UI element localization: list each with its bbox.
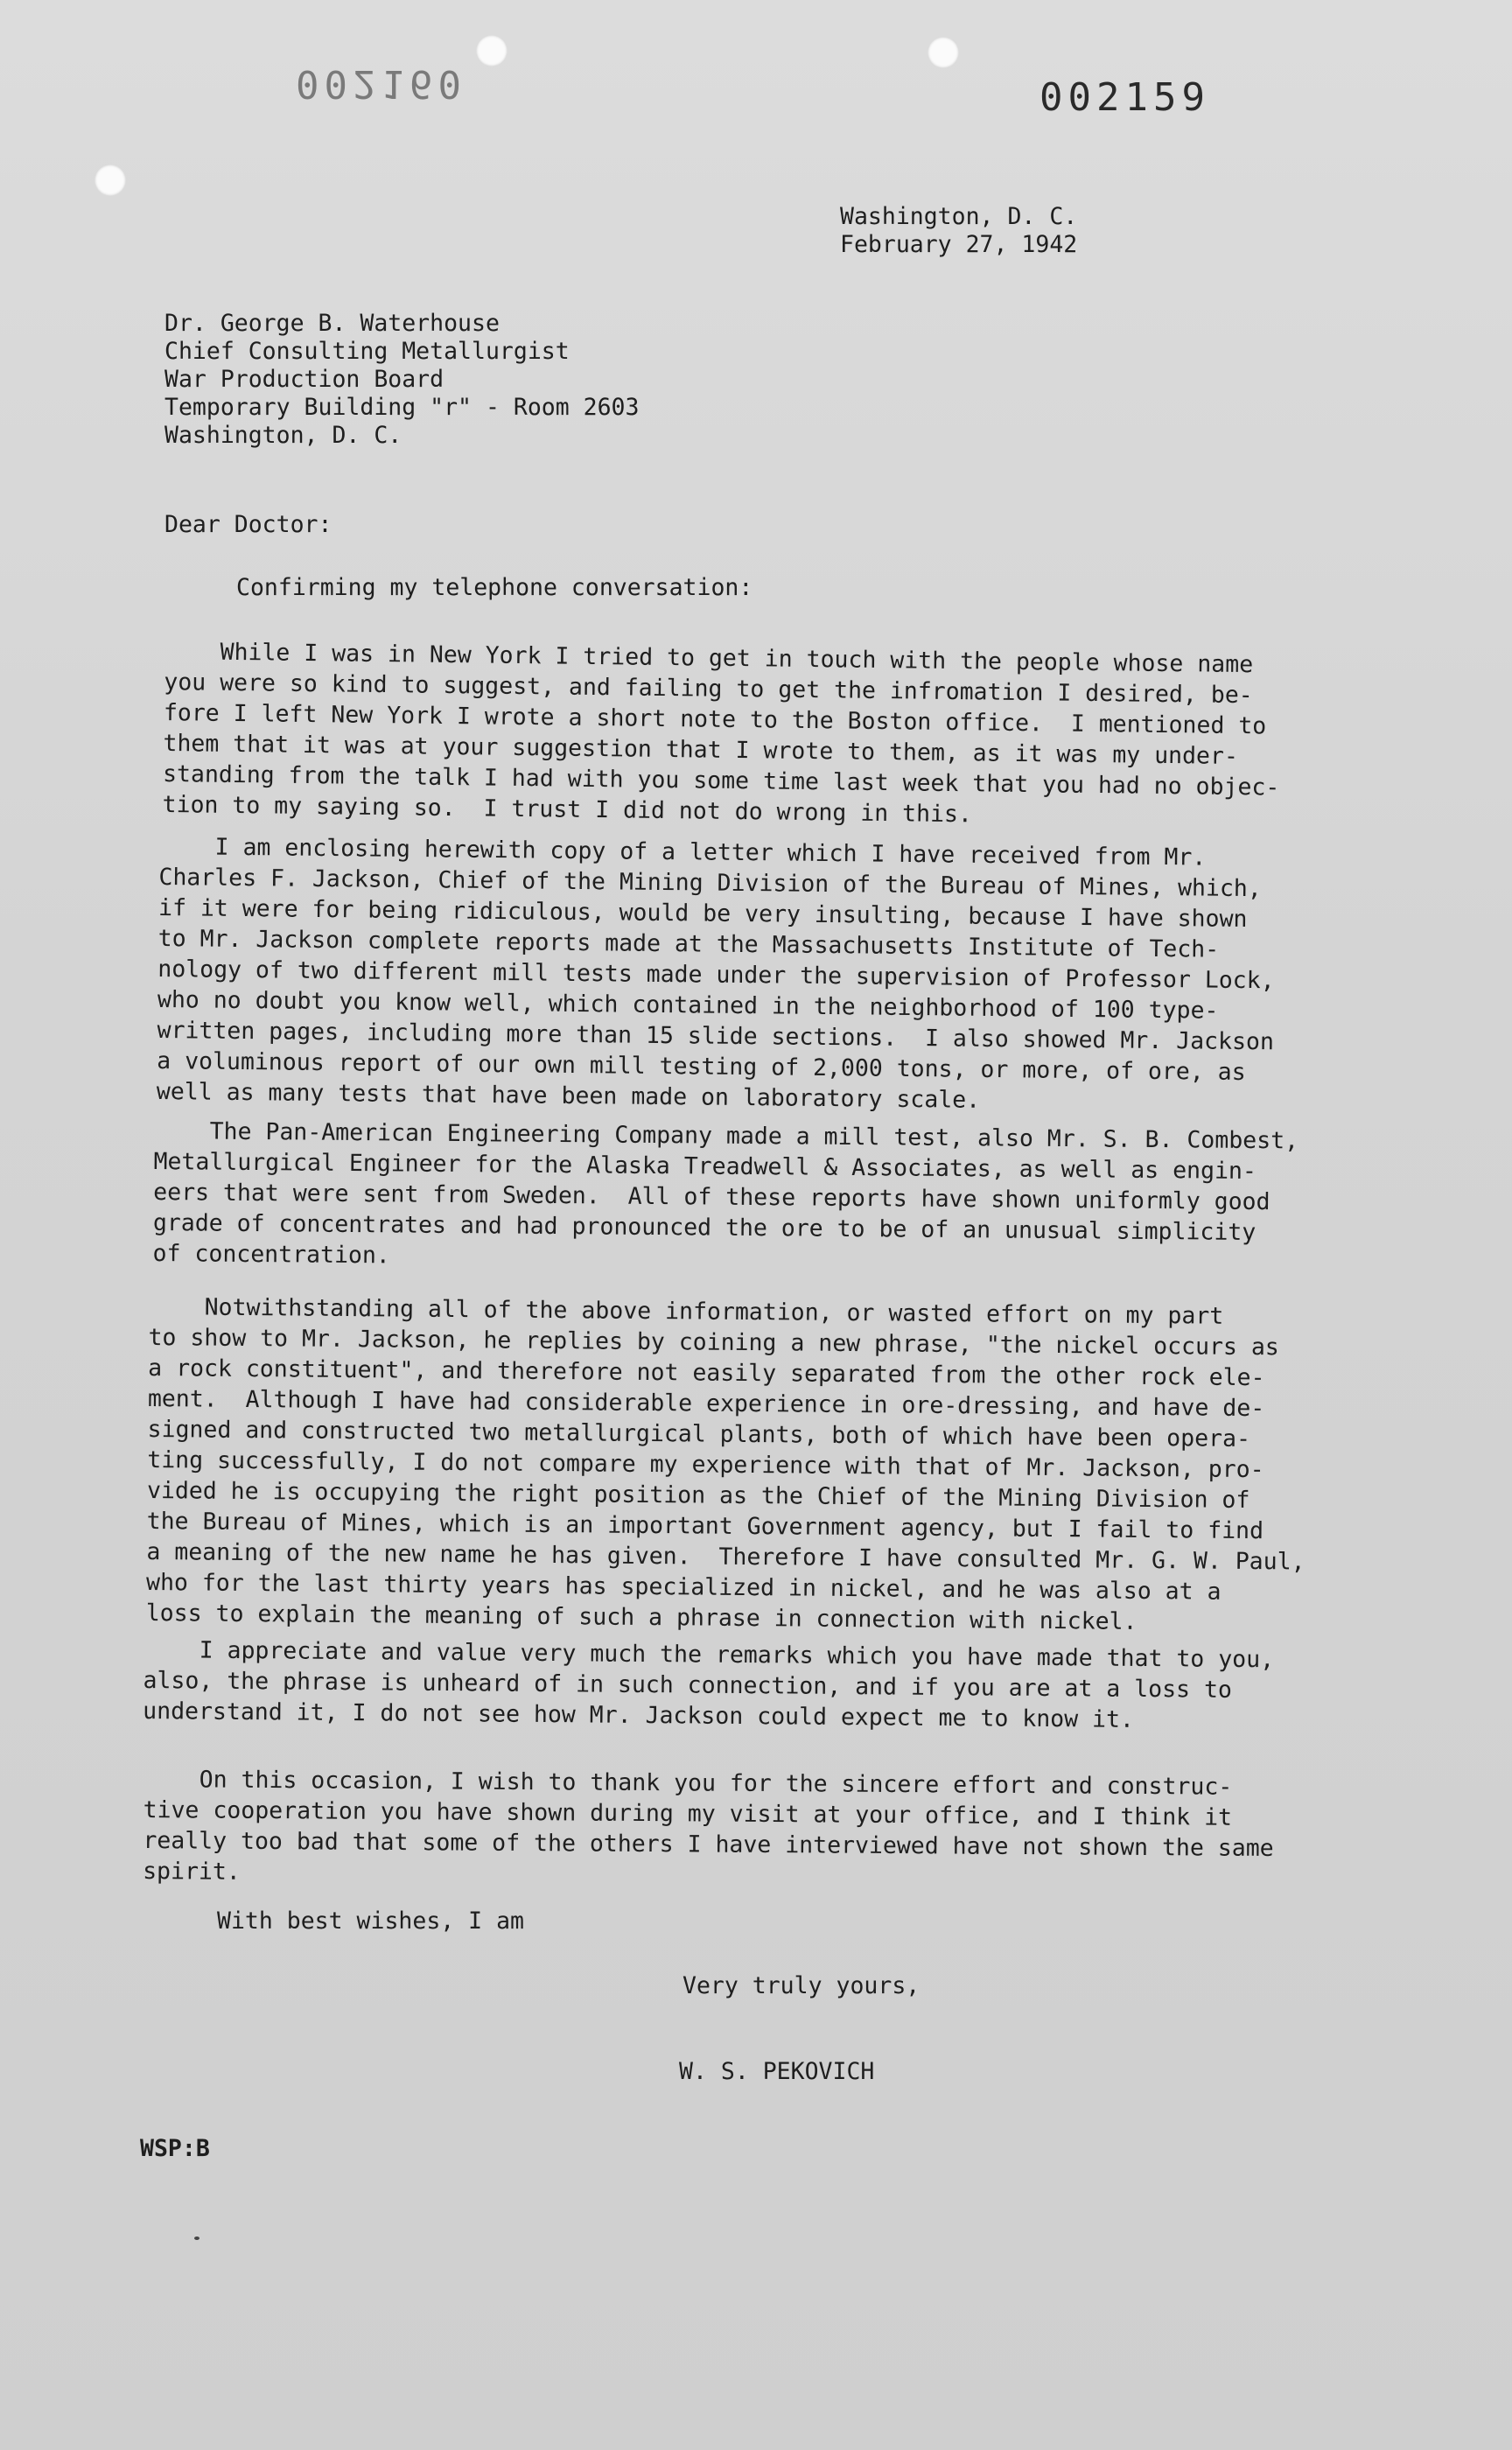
paragraph-6: I appreciate and value very much the remarks which you have made that to you, also, the phrase is unheard of in such connection, and if you are at a loss to understand it, I do not see how Mr. Jackson could expect me to know it. [143,1635,1275,1733]
ghost-document-number: 002160 [296,61,466,106]
paragraph-2: While I was in New York I tried to get in touch with the people whose name you were so kind to suggest, and failing to get the infromation I desired, be- fore I left New York I wrote a short note to the Boston office. I mentioned to them that it was at your suggestion that I wrote to them, as it was my under- standing from the talk I had with you some time last week that you had no objec- tion to my saying so. I trust I did not do wrong in this. [162,637,1280,829]
salutation: Dear Doctor: [164,511,332,538]
recipient-city: Washington, D. C. [164,422,402,449]
paragraph-3: I am enclosing herewith copy of a letter which I have received from Mr. Charles F. Jackson, Chief of the Mining Division of the Bureau of Mines, which, if it were for being ridiculous, would be very insulting, because I have shown to Mr. Jackson complete reports made at the Massachusetts Institute of Tech- nology of two different mill tests made under the supervision of Professor Lock, who no doubt you know well, which contained in the neighborhood of 100 type- written pages, including more than 15 slide sections. I also showed Mr. Jackson a voluminous report of our own mill testing of 2,000 tons, or more, of ore, as well as many tests that have been made on laboratory scale. [156,832,1275,1114]
typist-initials: WSP:B [140,2135,210,2162]
signature: W. S. PEKOVICH [679,2058,875,2085]
recipient-address [164,310,639,450]
dateline [840,203,1077,259]
document-number-stamp: 002159 [1040,75,1210,120]
punch-hole-left [94,164,126,196]
paragraph-1: Confirming my telephone conversation: [236,574,753,601]
recipient-building: Temporary Building "r" - Room 2603 [164,394,640,421]
recipient-title: Chief Consulting Metallurgist [164,338,570,365]
dateline-date: February 27, 1942 [840,231,1078,258]
punch-hole-top-right [928,37,959,68]
paragraph-5: Notwithstanding all of the above information, or wasted effort on my part to show to Mr. Jackson, he replies by coining a new phrase, "the nickel occurs as a rock constituent", and therefore not easily separated from the other rock ele- ment. Although I have had considerable experience in ore-dressing, and have de- signed and constructed two metallurgical plants, both of which have been opera- ting successfully, I do not compare my experience with that of Mr. Jackson, pro- vided he is occupying the right position as the Chief of the Mining Division of the Bureau of Mines, which is an important Government agency, but I fail to find a meaning of the new name he has given. Therefore I have consulted Mr. G. W. Paul, who for the last thirty years has specialized in nickel, and he was also at a loss to explain the meaning of such a phrase in connection with nickel. [145,1292,1306,1635]
punch-hole-top-left [476,35,508,66]
closing: Very truly yours, [682,1972,920,1999]
recipient-name: Dr. George B. Waterhouse [164,310,500,337]
recipient-organization: War Production Board [164,366,444,393]
paragraph-7: On this occasion, I wish to thank you for the sincere effort and construc- tive cooperation you have shown during my visit at your office, and I think it really too bad that some of the others I have interviewed have not shown the same spirit. [143,1766,1274,1886]
paragraph-4: The Pan-American Engineering Company made a mill test, also Mr. S. B. Combest, Metallurgical Engineer for the Alaska Treadwell & Associates, as well as engin- eers that were sent from Sweden. All of these reports have shown uniformly good grade of concentrates and had pronounced the ore to be of an unusual simplicity of concentration. [152,1116,1299,1270]
paper-speck [194,2236,200,2240]
paragraph-8: With best wishes, I am [217,1908,524,1935]
dateline-city: Washington, D. C. [840,203,1078,230]
